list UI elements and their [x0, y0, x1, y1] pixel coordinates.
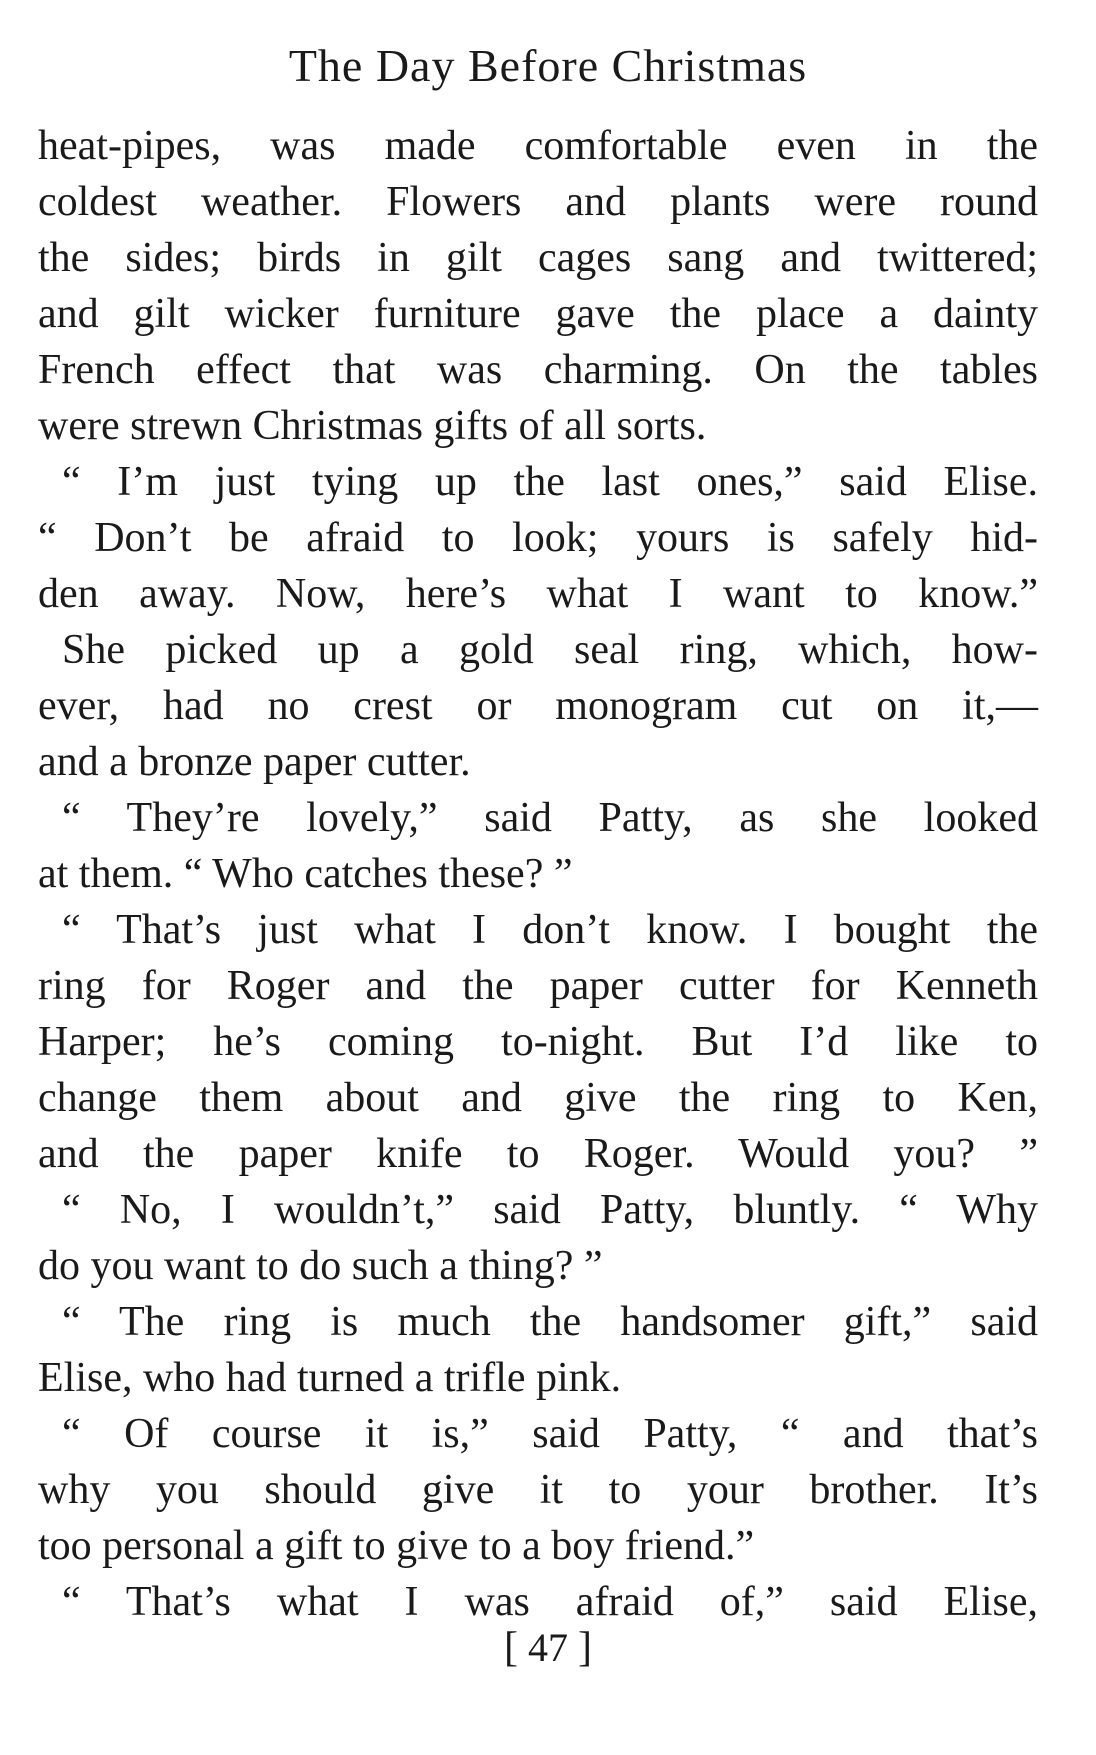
running-head: The Day Before Christmas [288, 40, 808, 91]
text-line: ever, had no crest or monogram cut on it,— [38, 683, 1038, 729]
folio-open-bracket: [ [504, 1625, 518, 1671]
text-line: were strewn Christmas gifts of all sorts. [38, 403, 707, 449]
text-line: French effect that was charming. On the tables [38, 347, 1038, 393]
body-text [38, 118, 1038, 1630]
text-line: “ That’s what I was afraid of,” said Elise, [62, 1579, 1038, 1625]
text-line: Elise, who had turned a trifle pink. [38, 1355, 622, 1401]
text-line: why you should give it to your brother. It’s [38, 1467, 1038, 1513]
text-line: and the paper knife to Roger. Would you? ” [38, 1131, 1038, 1177]
text-line: “ Don’t be afraid to look; yours is safely hid- [38, 515, 1038, 561]
folio-number: 47 [528, 1625, 568, 1670]
text-line: do you want to do such a thing? ” [38, 1243, 603, 1289]
text-line: at them. “ Who catches these? ” [38, 851, 573, 897]
text-line: and a bronze paper cutter. [38, 739, 471, 785]
text-line: ring for Roger and the paper cutter for Kenneth [38, 963, 1038, 1009]
text-line: “ That’s just what I don’t know. I bought the [62, 907, 1038, 953]
text-line: “ No, I wouldn’t,” said Patty, bluntly. “ Why [62, 1187, 1038, 1233]
text-line: “ They’re lovely,” said Patty, as she looked [62, 795, 1038, 841]
text-line: den away. Now, here’s what I want to know.” [38, 571, 1038, 617]
page-number [0, 1620, 1096, 1676]
text-line: and gilt wicker furniture gave the place a dainty [38, 291, 1038, 337]
text-line: She picked up a gold seal ring, which, how- [62, 627, 1038, 673]
folio-close-bracket: ] [578, 1625, 592, 1671]
text-line: the sides; birds in gilt cages sang and twittered; [38, 235, 1038, 281]
text-line: too personal a gift to give to a boy friend.” [38, 1523, 755, 1569]
text-line: heat-pipes, was made comfortable even in the [38, 123, 1038, 169]
text-line: “ Of course it is,” said Patty, “ and that’s [62, 1411, 1038, 1457]
text-line: “ The ring is much the handsomer gift,” said [62, 1299, 1038, 1345]
text-line: change them about and give the ring to Ken, [38, 1075, 1038, 1121]
text-line: Harper; he’s coming to-night. But I’d like to [38, 1019, 1038, 1065]
text-line: “ I’m just tying up the last ones,” said Elise. [62, 459, 1038, 505]
text-line: coldest weather. Flowers and plants were round [38, 179, 1038, 225]
